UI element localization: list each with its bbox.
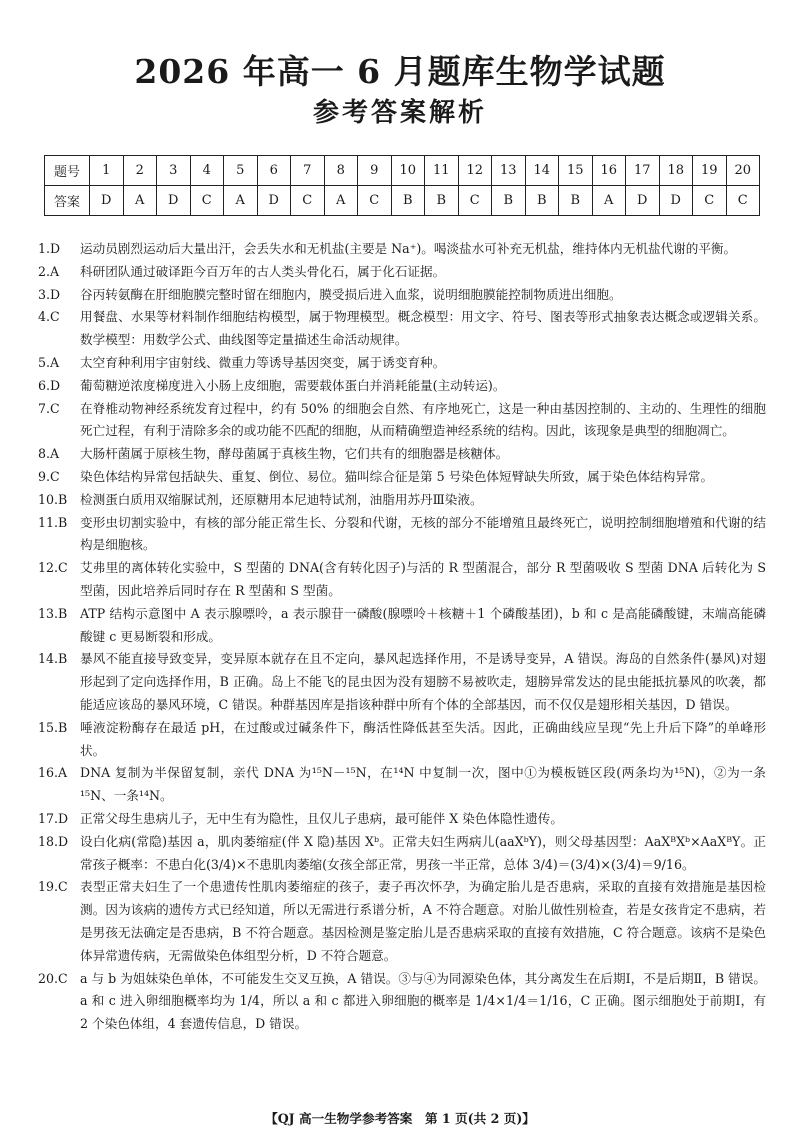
explanation-item bbox=[38, 352, 766, 375]
answer-cell: A bbox=[224, 186, 258, 216]
answer-cell: A bbox=[324, 186, 358, 216]
answer-cell: C bbox=[358, 186, 392, 216]
question-number-cell: 3 bbox=[157, 156, 191, 186]
question-number-cell: 2 bbox=[123, 156, 157, 186]
explanation-item bbox=[38, 489, 766, 512]
explanation-text: 艾弗里的离体转化实验中，S 型菌的 DNA(含有转化因子)与活的 R 型菌混合，部分 R 型菌吸收 S 型菌 DNA 后转化为 S 型菌，因此培养后同时存在 R 型菌和 S 型菌。 bbox=[80, 560, 766, 598]
explanation-item bbox=[38, 466, 766, 489]
explanation-text: DNA 复制为半保留复制，亲代 DNA 为¹⁵N－¹⁵N，在¹⁴N 中复制一次，图中①为模板链区段(两条均为¹⁵N)，②为一条¹⁵N、一条¹⁴N。 bbox=[80, 765, 766, 804]
answer-explanations bbox=[38, 238, 766, 1036]
explanation-text: ATP 结构示意图中 A 表示腺嘌呤，a 表示腺苷一磷酸(腺嘌呤＋核糖＋1 个磷酸基团)，b 和 c 是高能磷酸键，末端高能磷酸键 c 更易断裂和形成。 bbox=[80, 605, 766, 644]
explanation-text: 科研团队通过破译距今百万年的古人类头骨化石，属于化石证据。 bbox=[80, 263, 446, 279]
explanation-number: 2.A bbox=[38, 263, 60, 279]
answer-cell: B bbox=[391, 186, 425, 216]
page-subtitle: 参考答案解析 bbox=[312, 98, 487, 128]
explanation-number: 20.C bbox=[38, 970, 68, 986]
answer-cell: C bbox=[291, 186, 325, 216]
explanation-number: 3.D bbox=[38, 286, 61, 302]
question-number-cell: 5 bbox=[224, 156, 258, 186]
answer-cell: D bbox=[659, 186, 693, 216]
explanation-text: 用餐盘、水果等材料制作细胞结构模型，属于物理模型。概念模型：用文字、符号、图表等形式抽象表达概念或逻辑关系。数学模型：用数学公式、曲线图等定量描述生命活动规律。 bbox=[80, 309, 766, 348]
answer-cell: B bbox=[425, 186, 459, 216]
answer-cell: C bbox=[190, 186, 224, 216]
question-number-cell: 8 bbox=[324, 156, 358, 186]
answer-cell: D bbox=[157, 186, 191, 216]
explanation-number: 8.A bbox=[38, 446, 60, 462]
answer-cell: D bbox=[626, 186, 660, 216]
explanation-number: 9.C bbox=[38, 468, 60, 484]
explanation-item bbox=[38, 238, 766, 261]
answer-cell: C bbox=[726, 186, 760, 216]
explanation-item bbox=[38, 876, 766, 967]
explanation-item bbox=[38, 375, 766, 398]
question-number-cell: 14 bbox=[525, 156, 559, 186]
explanation-item bbox=[38, 261, 766, 284]
explanation-text: 检测蛋白质用双缩脲试剂，还原糖用本尼迪特试剂，油脂用苏丹Ⅲ染液。 bbox=[80, 491, 483, 507]
explanation-number: 10.B bbox=[38, 491, 68, 507]
explanation-text: 唾液淀粉酶存在最适 pH，在过酸或过碱条件下，酶活性降低甚至失活。因此，正确曲线应呈现“先上升后下降”的单峰形状。 bbox=[80, 719, 766, 758]
answer-cell: B bbox=[492, 186, 526, 216]
explanation-item bbox=[38, 306, 766, 352]
explanation-text: 在脊椎动物神经系统发育过程中，约有 50% 的细胞会自然、有序地死亡，这是一种由基因控制的、主动的、生理性的细胞死亡过程，有利于清除多余的或功能不匹配的细胞，从而精确塑造神经系统的结构。因此，该现象是典型的细胞凋亡。 bbox=[80, 400, 766, 439]
question-number-cell: 9 bbox=[358, 156, 392, 186]
question-number-cell: 1 bbox=[90, 156, 124, 186]
answer-cell: D bbox=[90, 186, 124, 216]
explanation-text: 暴风不能直接导致变异，变异原本就存在且不定向，暴风起选择作用，不是诱导变异，A 错误。海岛的自然条件(暴风)对翅形起到了定向选择作用，B 正确。岛上不能飞的昆虫因为没有翅膀不易被吹走，翅膀异常发达的昆虫能抵抗暴风的吹袭，都能适应该岛的暴风环境，C 错误。种群基因库是指该种群中所有个体的全部基因，而不仅仅是翅形相关基因，D 错误。 bbox=[80, 651, 766, 712]
answer-label: 答案 bbox=[45, 186, 90, 216]
explanation-item bbox=[38, 968, 766, 1036]
explanation-number: 14.B bbox=[38, 651, 68, 667]
explanation-item bbox=[38, 717, 766, 763]
question-number-cell: 10 bbox=[391, 156, 425, 186]
explanation-number: 6.D bbox=[38, 377, 61, 393]
answer-cell: A bbox=[592, 186, 626, 216]
answer-cell: C bbox=[458, 186, 492, 216]
question-number-cell: 15 bbox=[559, 156, 593, 186]
explanation-item bbox=[38, 512, 766, 558]
question-number-cell: 20 bbox=[726, 156, 760, 186]
question-number-cell: 12 bbox=[458, 156, 492, 186]
page-title: 2026 年高一 6 月题库生物学试题 bbox=[134, 52, 666, 91]
answer-table bbox=[44, 155, 760, 216]
question-number-label: 题号 bbox=[45, 156, 90, 186]
explanation-number: 16.A bbox=[38, 765, 68, 781]
question-number-cell: 18 bbox=[659, 156, 693, 186]
explanation-text: 染色体结构异常包括缺失、重复、倒位、易位。猫叫综合征是第 5 号染色体短臂缺失所致，属于染色体结构异常。 bbox=[80, 468, 714, 484]
question-number-cell: 16 bbox=[592, 156, 626, 186]
explanation-text: 大肠杆菌属于原核生物，酵母菌属于真核生物，它们共有的细胞器是核糖体。 bbox=[80, 446, 509, 462]
explanation-number: 11.B bbox=[38, 514, 68, 530]
explanation-text: 运动员剧烈运动后大量出汗，会丢失水和无机盐(主要是 Na⁺)。喝淡盐水可补充无机盐，维持体内无机盐代谢的平衡。 bbox=[80, 241, 737, 256]
explanation-number: 19.C bbox=[38, 879, 68, 895]
explanation-item bbox=[38, 443, 766, 466]
question-number-cell: 11 bbox=[425, 156, 459, 186]
explanation-item bbox=[38, 648, 766, 716]
answer-cell: B bbox=[525, 186, 559, 216]
explanation-number: 1.D bbox=[38, 241, 61, 256]
question-number-row bbox=[45, 156, 760, 186]
explanation-item bbox=[38, 398, 766, 444]
explanation-number: 18.D bbox=[38, 833, 69, 849]
question-number-cell: 4 bbox=[190, 156, 224, 186]
question-number-cell: 13 bbox=[492, 156, 526, 186]
question-number-cell: 19 bbox=[693, 156, 727, 186]
explanation-item bbox=[38, 831, 766, 877]
explanation-text: 变形虫切割实验中，有核的部分能正常生长、分裂和代谢，无核的部分不能增殖且最终死亡，说明控制细胞增殖和代谢的结构是细胞核。 bbox=[80, 514, 766, 553]
explanation-number: 17.D bbox=[38, 810, 69, 826]
explanation-text: a 与 b 为姐妹染色单体，不可能发生交叉互换，A 错误。③与④为同源染色体，其分离发生在后期Ⅰ，不是后期Ⅱ，B 错误。a 和 c 进入卵细胞概率均为 1/4，所以 a 和 c 都进入卵细胞的概率是 1/4×1/4＝1/16，C 正确。图示细胞处于前期Ⅰ，有 2 个染色体组，4 套遗传信息，D 错误。 bbox=[80, 970, 766, 1032]
explanation-text: 正常父母生患病儿子，无中生有为隐性，且仅儿子患病，最可能伴 X 染色体隐性遗传。 bbox=[80, 810, 563, 826]
explanation-item bbox=[38, 808, 766, 831]
explanation-item bbox=[38, 603, 766, 649]
answer-cell: A bbox=[123, 186, 157, 216]
explanation-number: 15.B bbox=[38, 719, 68, 735]
explanation-number: 5.A bbox=[38, 354, 60, 370]
explanation-text: 表型正常夫妇生了一个患遗传性肌肉萎缩症的孩子，妻子再次怀孕，为确定胎儿是否患病，采取的直接有效措施是基因检测。因为该病的遗传方式已经知道，所以无需进行系谱分析，A 不符合题意。对胎儿做性别检查，若是女孩肯定不患病，若是男孩无法确定是否患病，B 不符合题意。基因检测是鉴定胎儿是否患病采取的直接有效措施，C 符合题意。该病不是染色体异常遗传病，无需做染色体组型分析，D 不符合题意。 bbox=[80, 879, 766, 963]
explanation-text: 谷丙转氨酶在肝细胞膜完整时留在细胞内，膜受损后进入血浆，说明细胞膜能控制物质进出细胞。 bbox=[80, 286, 622, 302]
explanation-number: 7.C bbox=[38, 400, 60, 416]
explanation-text: 设白化病(常隐)基因 a，肌肉萎缩症(伴 X 隐)基因 Xᵇ。正常夫妇生两病儿(aaXᵇY)，则父母基因型：AaXᴮXᵇ×AaXᴮY。正常孩子概率：不患白化(3/4)×不患肌肉萎缩(女孩全部正常，男孩一半正常，总体 3/4)＝(3/4)×(3/4)＝9/16。 bbox=[80, 833, 766, 872]
explanation-number: 12.C bbox=[38, 560, 68, 576]
explanation-number: 4.C bbox=[38, 309, 60, 325]
answer-cell: C bbox=[693, 186, 727, 216]
explanation-text: 葡萄糖逆浓度梯度进入小肠上皮细胞，需要载体蛋白并消耗能量(主动转运)。 bbox=[80, 377, 506, 393]
question-number-cell: 6 bbox=[257, 156, 291, 186]
explanation-item bbox=[38, 284, 766, 307]
page-footer: 【QJ 高一生物学参考答案 第 1 页(共 2 页)】 bbox=[265, 1111, 535, 1126]
explanation-item bbox=[38, 762, 766, 808]
question-number-cell: 7 bbox=[291, 156, 325, 186]
explanation-number: 13.B bbox=[38, 605, 68, 621]
explanation-item bbox=[38, 557, 766, 603]
answer-cell: D bbox=[257, 186, 291, 216]
question-number-cell: 17 bbox=[626, 156, 660, 186]
explanation-text: 太空育种利用宇宙射线、微重力等诱导基因突变，属于诱变育种。 bbox=[80, 354, 446, 370]
answer-cell: B bbox=[559, 186, 593, 216]
answer-row bbox=[45, 186, 760, 216]
